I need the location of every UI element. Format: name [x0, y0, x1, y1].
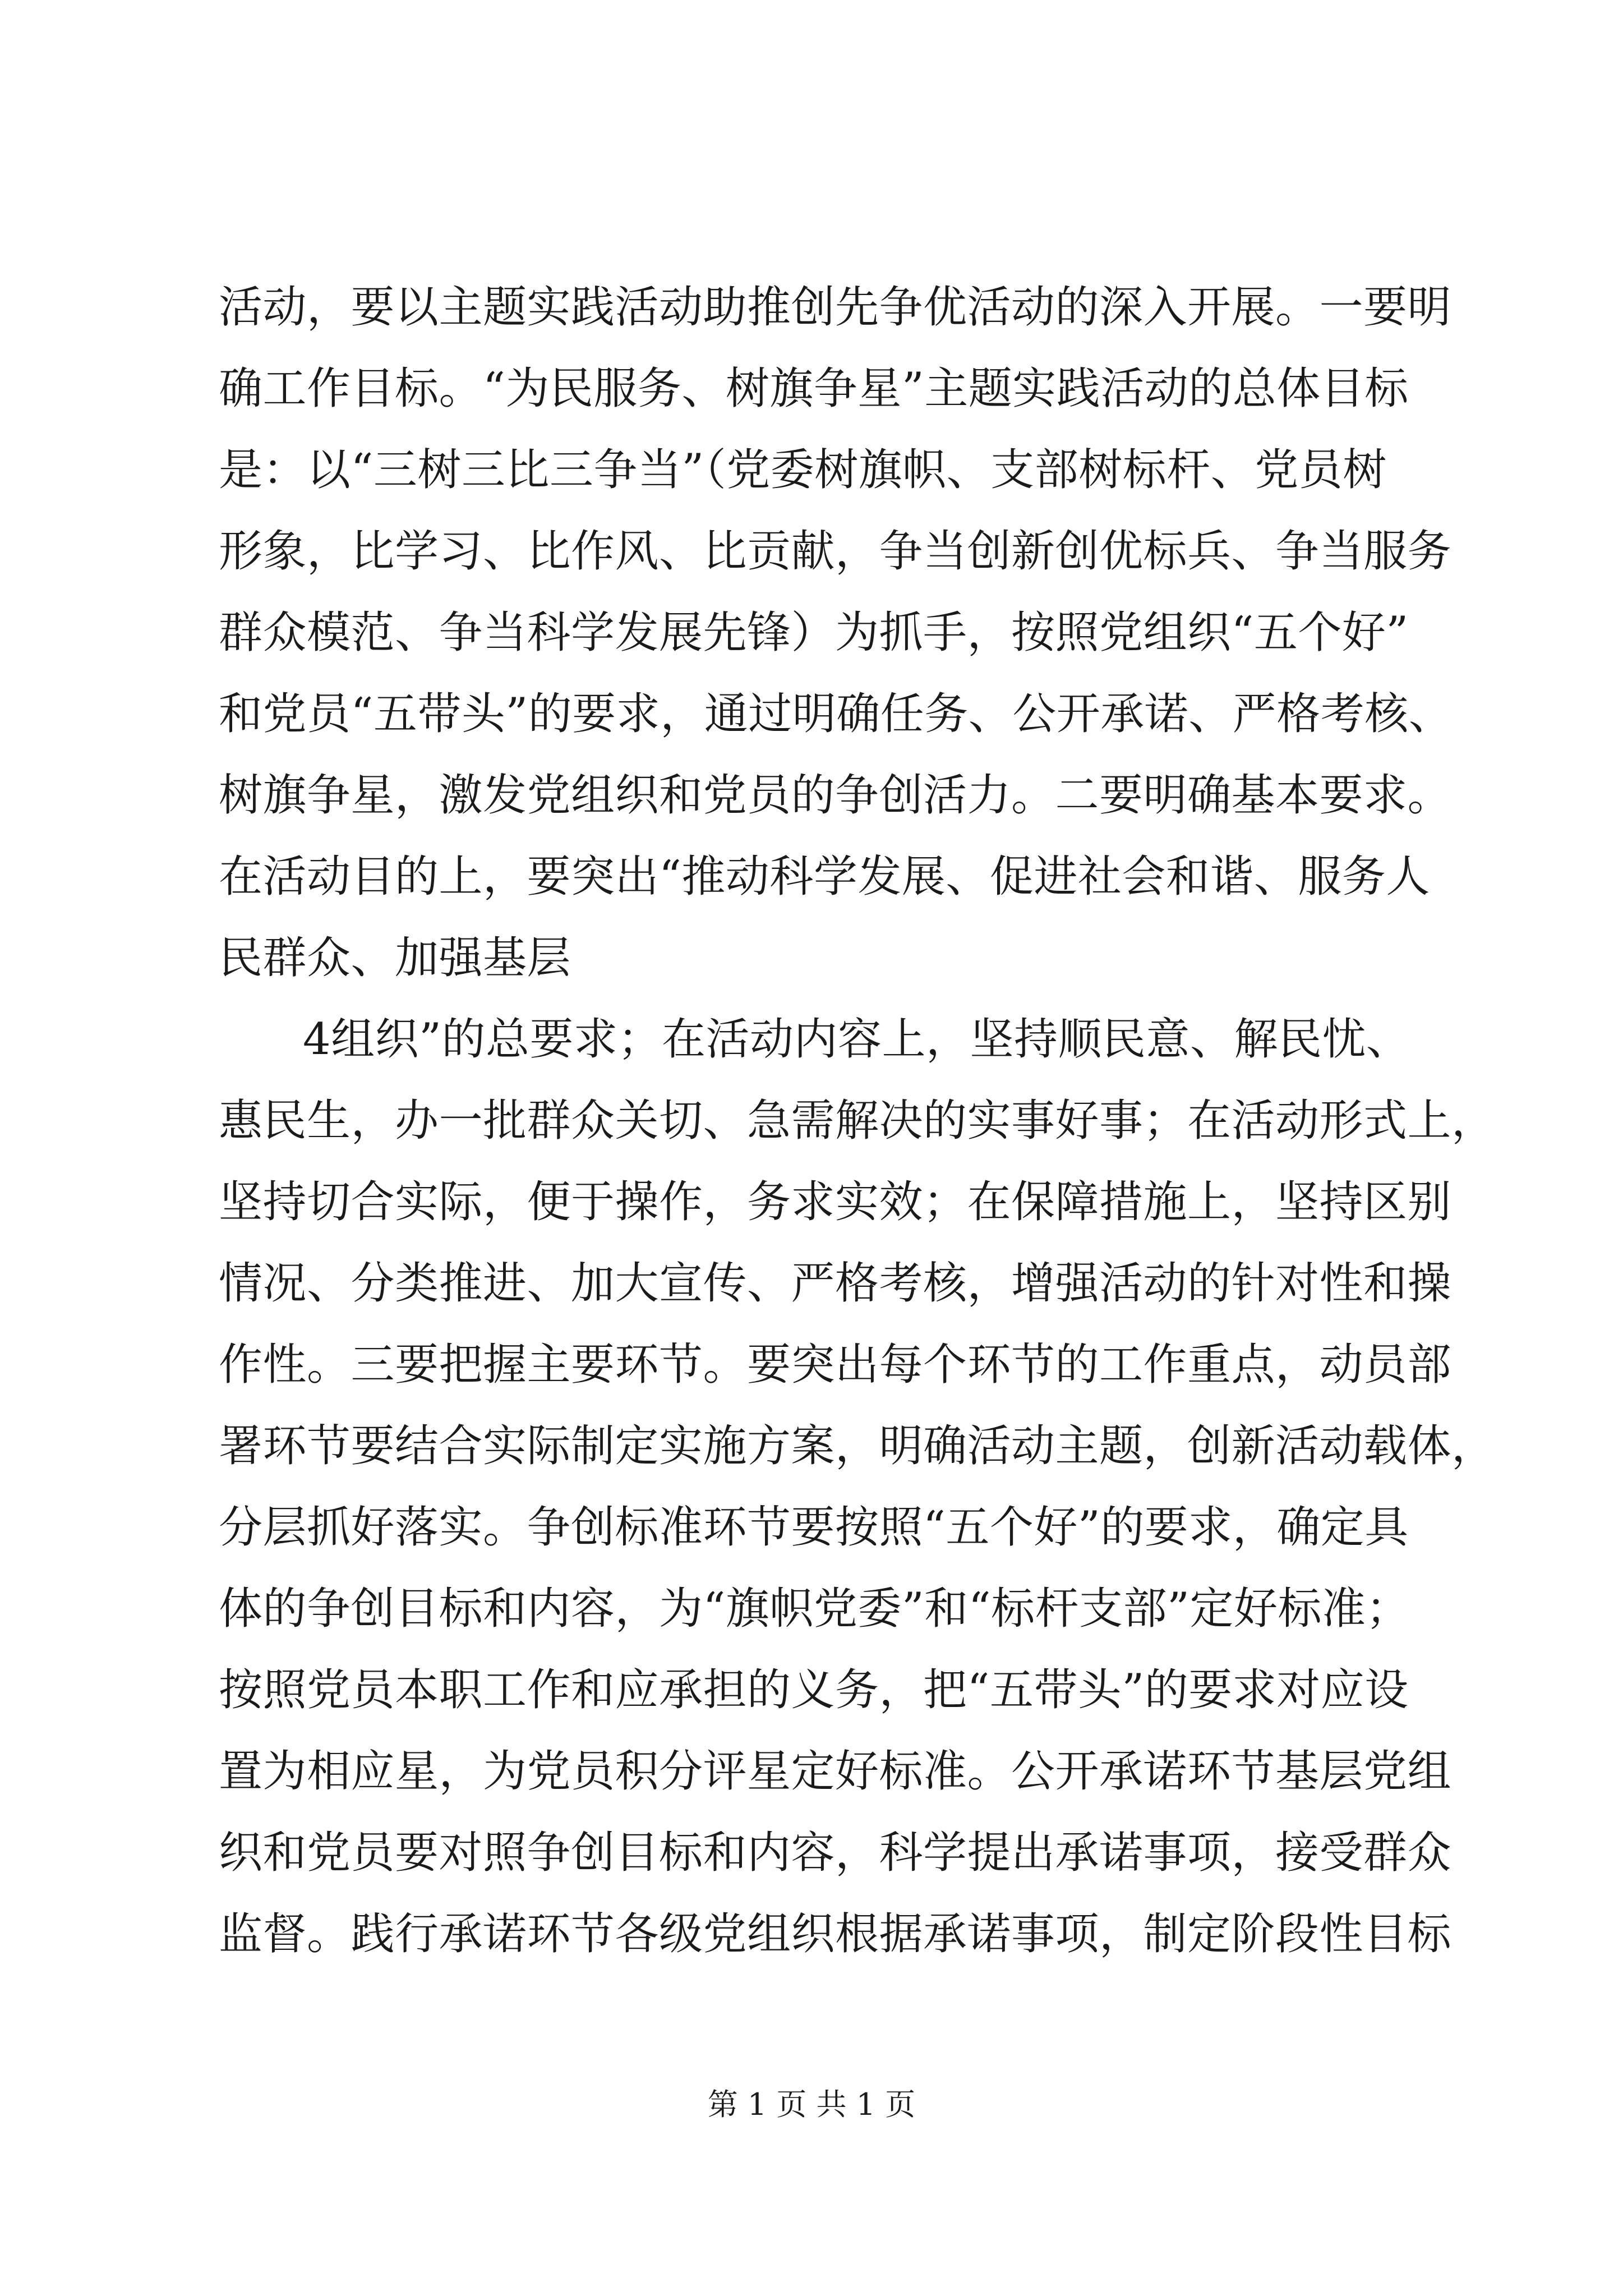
text-line: 确工作目标。“为民服务、树旗争星”主题实践活动的总体目标 [219, 364, 1409, 414]
page-footer [0, 2082, 1623, 2127]
text-line: 树旗争星，激发党组织和党员的争创活力。二要明确基本要求。 [219, 770, 1452, 821]
text-line: 情况、分类推进、加大宣传、严格考核，增强活动的针对性和操 [219, 1258, 1452, 1309]
text-line: 分层抓好落实。争创标准环节要按照“五个好”的要求，确定具 [219, 1502, 1409, 1553]
text-line: 体的争创目标和内容，为“旗帜党委”和“标杆支部”定好标准； [219, 1584, 1410, 1634]
text-line: 是：以“三树三比三争当”（党委树旗帜、支部树标杆、党员树 [219, 445, 1387, 495]
paragraph-start-line: 4组织”的总要求；在活动内容上，坚持顺民意、解民忧、 [303, 1014, 1410, 1065]
text-line: 作性。三要把握主要环节。要突出每个环节的工作重点，动员部 [219, 1340, 1452, 1390]
document-body [219, 267, 1496, 1975]
text-line: 织和党员要对照争创目标和内容，科学提出承诺事项，接受群众 [219, 1828, 1452, 1878]
text-line: 和党员“五带头”的要求，通过明确任务、公开承诺、严格考核、 [219, 689, 1453, 739]
text-line: 群众模范、争当科学发展先锋）为抓手，按照党组织“五个好” [219, 608, 1409, 658]
text-line: 在活动目的上，要突出“推动科学发展、促进社会和谐、服务人 [219, 852, 1430, 902]
text-line: 置为相应星，为党员积分评星定好标准。公开承诺环节基层党组 [219, 1746, 1452, 1797]
text-line: 监督。践行承诺环节各级党组织根据承诺事项，制定阶段性目标 [219, 1909, 1452, 1959]
page-number: 第 1 页 共 1 页 [707, 2087, 916, 2122]
text-line: 按照党员本职工作和应承担的义务，把“五带头”的要求对应设 [219, 1665, 1409, 1715]
text-line: 形象，比学习、比作风、比贡献，争当创新创优标兵、争当服务 [219, 526, 1452, 577]
text-line: 坚持切合实际，便于操作，务求实效；在保障措施上，坚持区别 [219, 1177, 1452, 1227]
text-line: 活动，要以主题实践活动助推创先争优活动的深入开展。一要明 [219, 282, 1452, 333]
text-line: 惠民生，办一批群众关切、急需解决的实事好事；在活动形式上， [219, 1096, 1496, 1146]
text-line: 民群众、加强基层 [219, 933, 571, 983]
text-line: 署环节要结合实际制定实施方案，明确活动主题，创新活动载体， [219, 1421, 1496, 1471]
